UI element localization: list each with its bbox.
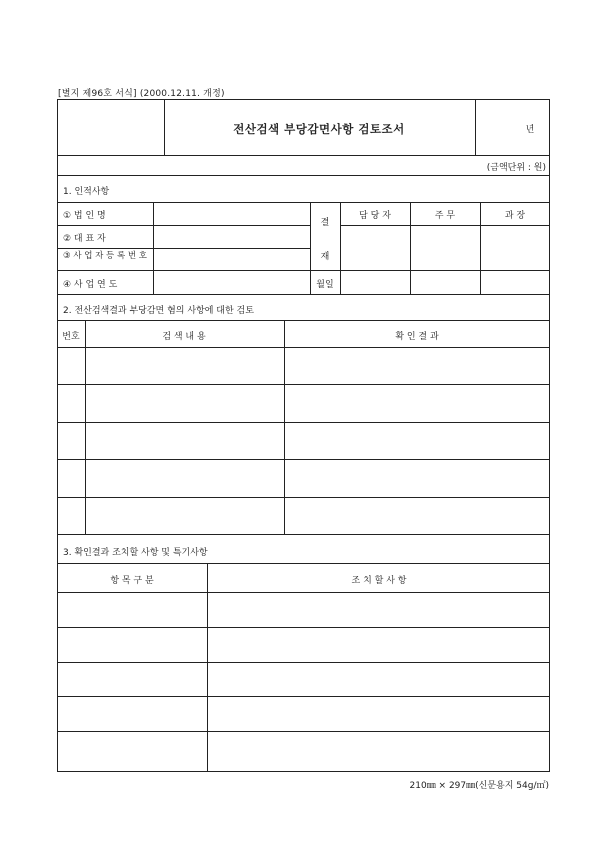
approver-staff: 담 당 자 xyxy=(359,211,391,221)
approval-header-line xyxy=(340,225,550,226)
approval-divider xyxy=(310,202,311,294)
column-search-content: 검 색 내 용 xyxy=(162,332,206,342)
section2-top-line xyxy=(57,320,550,321)
section3-header-line xyxy=(57,592,550,593)
amount-unit-note: (금액단위 : 원) xyxy=(486,163,546,173)
section2-row-line xyxy=(57,384,550,385)
column-item-category: 항 목 구 분 xyxy=(110,576,154,586)
section3-heading: 3. 확인결과 조치할 사항 및 특기사항 xyxy=(63,548,208,558)
section3-row-line xyxy=(57,627,550,628)
header-bottom-line xyxy=(57,155,550,156)
field-label-divider xyxy=(153,202,154,294)
section1-bottom-line xyxy=(57,294,550,295)
approver-chief: 과 장 xyxy=(504,211,526,221)
section3-row-line xyxy=(57,662,550,663)
approver-main: 주 무 xyxy=(434,211,456,221)
year-label: 년 xyxy=(525,125,535,135)
approval-col-1 xyxy=(340,202,341,294)
section1-heading: 1. 인적사항 xyxy=(63,187,110,197)
header-divider-left xyxy=(164,100,165,156)
field-corp-name: ① 법 인 명 xyxy=(63,211,106,221)
form-frame xyxy=(57,99,550,772)
section2-row-line xyxy=(57,422,550,423)
approval-label-top: 결 xyxy=(320,218,330,228)
section2-bottom-line xyxy=(57,534,550,535)
field-line-2 xyxy=(57,248,310,249)
section2-header-line xyxy=(57,347,550,348)
field-representative: ② 대 표 자 xyxy=(63,234,106,244)
field-fiscal-year: ④ 사 업 연 도 xyxy=(63,280,118,290)
column-check-result: 확 인 결 과 xyxy=(395,332,439,342)
field-line-1 xyxy=(57,225,310,226)
approval-col-3 xyxy=(480,202,481,294)
header-divider-right xyxy=(475,100,476,156)
date-label: 월일 xyxy=(316,280,334,290)
section2-row-line xyxy=(57,497,550,498)
section2-row-line xyxy=(57,459,550,460)
section2-col-divider-2 xyxy=(284,320,285,534)
field-line-3 xyxy=(57,270,550,271)
section2-col-divider-1 xyxy=(85,320,86,534)
form-reference: [별지 제96호 서식] (2000.12.11. 개정) xyxy=(58,89,225,99)
column-number: 번호 xyxy=(62,332,80,342)
section3-top-line xyxy=(57,563,550,564)
unit-row-line xyxy=(57,175,550,176)
section1-top-line xyxy=(57,202,550,203)
column-action-items: 조 치 할 사 항 xyxy=(351,576,407,586)
approval-col-2 xyxy=(410,202,411,294)
field-business-reg-no: ③ 사 업 자 등 록 번 호 xyxy=(63,251,148,261)
paper-spec-footer: 210㎜ × 297㎜(신문용지 54g/㎡) xyxy=(409,781,549,791)
section2-heading: 2. 전산검색결과 부당감면 혐의 사항에 대한 검토 xyxy=(63,306,254,316)
form-title: 전산검색 부당감면사항 검토조서 xyxy=(233,122,405,136)
approval-label-bottom: 재 xyxy=(320,252,330,262)
section3-col-divider xyxy=(207,563,208,772)
section3-row-line xyxy=(57,696,550,697)
section3-row-line xyxy=(57,731,550,732)
